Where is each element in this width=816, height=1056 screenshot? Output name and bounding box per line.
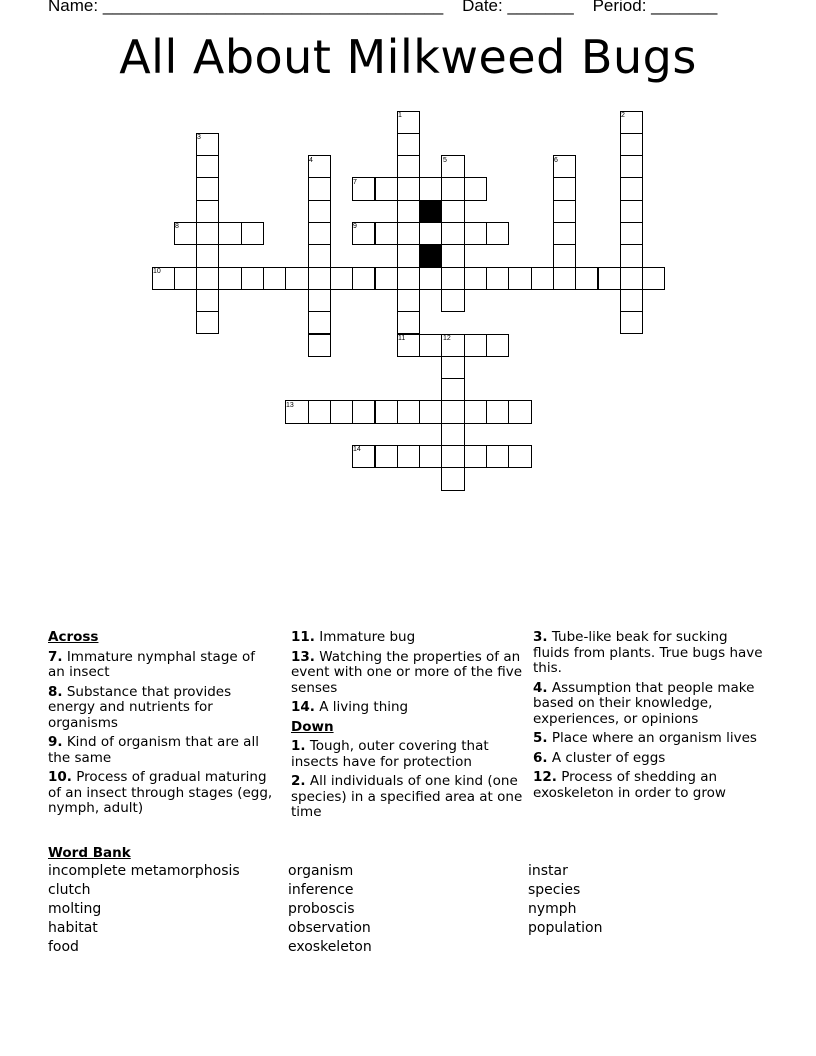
- word-bank-item: observation: [288, 920, 371, 936]
- crossword-cell[interactable]: [620, 289, 643, 312]
- grid-number-13: 13: [286, 402, 294, 409]
- crossword-cell[interactable]: [419, 445, 442, 468]
- crossword-cell[interactable]: [263, 267, 286, 290]
- crossword-cell[interactable]: [464, 445, 487, 468]
- crossword-cell[interactable]: [531, 267, 554, 290]
- crossword-cell[interactable]: [508, 400, 531, 423]
- crossword-cell[interactable]: [330, 267, 353, 290]
- word-bank-item: inference: [288, 882, 354, 898]
- grid-number-8: 8: [175, 223, 179, 230]
- crossword-cell[interactable]: [553, 222, 576, 245]
- crossword-cell[interactable]: [441, 222, 464, 245]
- crossword-cell[interactable]: [308, 244, 331, 267]
- grid-number-2: 2: [621, 112, 625, 119]
- crossword-cell[interactable]: [486, 400, 509, 423]
- crossword-shaded-square: [419, 244, 442, 267]
- crossword-cell[interactable]: [441, 177, 464, 200]
- clues-column-1: [48, 630, 273, 821]
- crossword-cell[interactable]: [330, 400, 353, 423]
- grid-number-10: 10: [153, 268, 161, 275]
- crossword-cell[interactable]: [441, 200, 464, 223]
- grid-number-1: 1: [398, 112, 402, 119]
- grid-number-6: 6: [554, 157, 558, 164]
- crossword-cell[interactable]: [464, 222, 487, 245]
- word-bank-column-3: [528, 862, 603, 938]
- crossword-cell[interactable]: [196, 267, 219, 290]
- crossword-cell[interactable]: [441, 378, 464, 401]
- crossword-cell[interactable]: [598, 267, 621, 290]
- crossword-cell[interactable]: [575, 267, 598, 290]
- clue-down-3: 3. Tube-like beak for sucking fluids from plants. True bugs have this.: [533, 629, 763, 676]
- crossword-cell[interactable]: [285, 267, 308, 290]
- crossword-cell[interactable]: [419, 334, 442, 357]
- crossword-cell[interactable]: [174, 267, 197, 290]
- crossword-cell[interactable]: [397, 200, 420, 223]
- crossword-cell[interactable]: [441, 289, 464, 312]
- crossword-cell[interactable]: [196, 244, 219, 267]
- date-blank[interactable]: _______: [507, 0, 574, 15]
- crossword-cell[interactable]: [308, 289, 331, 312]
- date-label: Date:: [462, 0, 503, 15]
- crossword-cell[interactable]: [508, 445, 531, 468]
- crossword-cell[interactable]: [218, 267, 241, 290]
- crossword-cell[interactable]: [464, 334, 487, 357]
- crossword-cell[interactable]: [620, 177, 643, 200]
- crossword-cell[interactable]: [464, 400, 487, 423]
- crossword-cell[interactable]: [441, 244, 464, 267]
- crossword-cell[interactable]: [419, 222, 442, 245]
- crossword-cell[interactable]: [308, 311, 331, 334]
- crossword-cell[interactable]: [375, 177, 398, 200]
- word-bank-item: molting: [48, 901, 102, 917]
- crossword-cell[interactable]: [486, 334, 509, 357]
- crossword-cell[interactable]: [196, 289, 219, 312]
- crossword-cell[interactable]: [196, 222, 219, 245]
- crossword-cell[interactable]: [196, 177, 219, 200]
- period-label: Period:: [592, 0, 647, 15]
- clue-down-2: 2. All individuals of one kind (one species) in a specified area at one time: [291, 773, 523, 820]
- name-blank[interactable]: ____________________________________: [102, 0, 444, 15]
- crossword-cell[interactable]: [352, 267, 375, 290]
- crossword-cell[interactable]: [397, 311, 420, 334]
- crossword-cell[interactable]: [620, 244, 643, 267]
- crossword-cell[interactable]: [642, 267, 665, 290]
- clue-down-12: 12. Process of shedding an exoskeleton in order to grow: [533, 769, 726, 801]
- crossword-cell[interactable]: [375, 445, 398, 468]
- crossword-cell[interactable]: [397, 289, 420, 312]
- crossword-cell[interactable]: [441, 356, 464, 379]
- crossword-cell[interactable]: [464, 267, 487, 290]
- word-bank-item: population: [528, 920, 603, 936]
- crossword-cell[interactable]: [308, 222, 331, 245]
- clue-down-1: 1. Tough, outer covering that insects have for protection: [291, 738, 489, 770]
- crossword-cell[interactable]: [241, 222, 264, 245]
- crossword-cell[interactable]: [308, 200, 331, 223]
- clue-across-14: 14. A living thing: [291, 699, 409, 715]
- crossword-cell[interactable]: [620, 311, 643, 334]
- crossword-cell[interactable]: [308, 334, 331, 357]
- crossword-cell[interactable]: [620, 133, 643, 156]
- word-bank-heading: Word Bank: [48, 845, 131, 861]
- crossword-cell[interactable]: [508, 267, 531, 290]
- clue-across-8: 8. Substance that provides energy and nutrients for organisms: [48, 683, 232, 731]
- across-heading: Across: [48, 629, 99, 645]
- word-bank-item: proboscis: [288, 901, 355, 917]
- grid-number-7: 7: [353, 179, 357, 186]
- crossword-cell[interactable]: [441, 423, 464, 446]
- crossword-cell[interactable]: [375, 400, 398, 423]
- grid-number-11: 11: [398, 335, 406, 342]
- crossword-cell[interactable]: [486, 222, 509, 245]
- crossword-cell[interactable]: [397, 244, 420, 267]
- grid-number-9: 9: [353, 223, 357, 230]
- word-bank-item: instar: [528, 863, 568, 879]
- crossword-cell[interactable]: [397, 400, 420, 423]
- crossword-cell[interactable]: [419, 400, 442, 423]
- crossword-cell[interactable]: [196, 311, 219, 334]
- crossword-cell[interactable]: [196, 200, 219, 223]
- crossword-cell[interactable]: [620, 267, 643, 290]
- crossword-cell[interactable]: [620, 155, 643, 178]
- crossword-cell[interactable]: [553, 177, 576, 200]
- crossword-cell[interactable]: [553, 200, 576, 223]
- crossword-cell[interactable]: [375, 267, 398, 290]
- grid-number-12: 12: [443, 335, 451, 342]
- clue-across-13: 13. Watching the properties of an event with one or more of the five senses: [291, 648, 522, 696]
- clue-across-11: 11. Immature bug: [291, 629, 416, 645]
- crossword-cell[interactable]: [352, 400, 375, 423]
- crossword-cell[interactable]: [397, 133, 420, 156]
- clue-down-5: 5. Place where an organism lives: [533, 730, 757, 746]
- crossword-cell[interactable]: [218, 222, 241, 245]
- crossword-cell[interactable]: [620, 222, 643, 245]
- crossword-cell[interactable]: [441, 400, 464, 423]
- word-bank-item: habitat: [48, 920, 98, 936]
- clues-column-2: [291, 630, 523, 825]
- grid-number-5: 5: [443, 157, 447, 164]
- crossword-cell[interactable]: [397, 177, 420, 200]
- crossword-cell[interactable]: [397, 155, 420, 178]
- crossword-cell[interactable]: [419, 177, 442, 200]
- crossword-shaded-square: [419, 200, 442, 223]
- grid-number-3: 3: [197, 134, 201, 141]
- period-blank[interactable]: _______: [651, 0, 718, 15]
- word-bank-item: nymph: [528, 901, 577, 917]
- word-bank-column-1: [48, 862, 240, 957]
- word-bank-item: organism: [288, 863, 354, 879]
- word-bank-column-2: [288, 862, 372, 957]
- crossword-cell[interactable]: [620, 200, 643, 223]
- crossword-cell[interactable]: [375, 222, 398, 245]
- page-title: All About Milkweed Bugs: [119, 30, 697, 84]
- word-bank-item: species: [528, 882, 581, 898]
- clue-down-4: 4. Assumption that people make based on their knowledge, experiences, or opinions: [533, 679, 755, 727]
- clue-across-10: 10. Process of gradual maturing of an insect through stages (egg, nymph, adult): [48, 769, 273, 816]
- crossword-cell[interactable]: [441, 445, 464, 468]
- clues-column-3: [533, 630, 768, 805]
- grid-number-4: 4: [309, 157, 313, 164]
- crossword-cell[interactable]: [241, 267, 264, 290]
- crossword-cell[interactable]: [419, 267, 442, 290]
- down-heading: Down: [291, 718, 334, 735]
- crossword-cell[interactable]: [464, 177, 487, 200]
- crossword-cell[interactable]: [553, 244, 576, 267]
- word-bank-item: clutch: [48, 882, 91, 898]
- crossword-cell[interactable]: [308, 177, 331, 200]
- word-bank-item: incomplete metamorphosis: [48, 863, 240, 879]
- crossword-cell[interactable]: [397, 222, 420, 245]
- crossword-cell[interactable]: [308, 267, 331, 290]
- word-bank-item: food: [48, 939, 79, 955]
- crossword-cell[interactable]: [397, 267, 420, 290]
- crossword-cell[interactable]: [308, 400, 331, 423]
- crossword-cell[interactable]: [397, 445, 420, 468]
- clue-across-7: 7. Immature nymphal stage of an insect: [48, 648, 255, 680]
- crossword-cell[interactable]: [196, 155, 219, 178]
- clue-across-9: 9. Kind of organism that are all the same: [48, 734, 259, 766]
- word-bank-item: exoskeleton: [288, 939, 372, 955]
- crossword-cell[interactable]: [441, 267, 464, 290]
- crossword-cell[interactable]: [441, 467, 464, 490]
- crossword-cell[interactable]: [486, 445, 509, 468]
- grid-number-14: 14: [353, 446, 361, 453]
- name-label: Name:: [48, 0, 99, 15]
- crossword-cell[interactable]: [553, 267, 576, 290]
- crossword-cell[interactable]: [486, 267, 509, 290]
- clue-down-6: 6. A cluster of eggs: [533, 749, 666, 766]
